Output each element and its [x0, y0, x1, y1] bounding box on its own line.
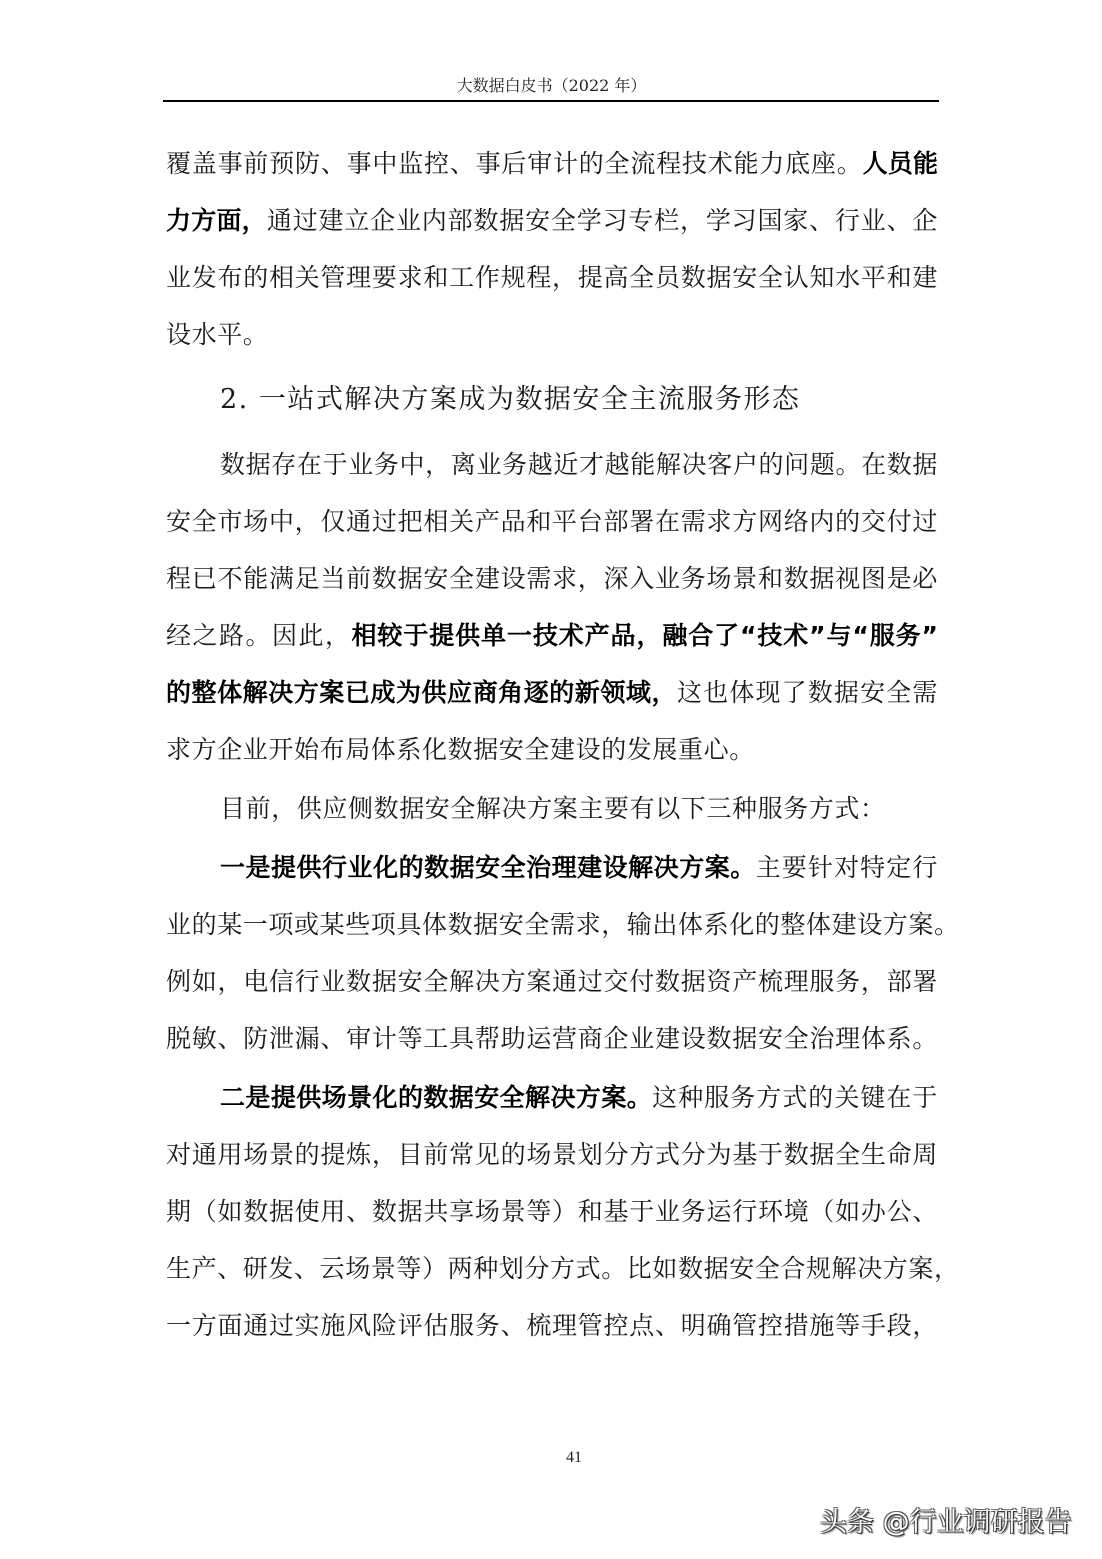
paragraph-line: 程已不能满足当前数据安全建设需求，深入业务场景和数据视图是必 [166, 564, 938, 593]
paragraph-line: 期（如数据使用、数据共享场景等）和基于业务运行环境（如办公、 [166, 1197, 938, 1226]
paragraph-line: 安全市场中，仅通过把相关产品和平台部署在需求方网络内的交付过 [166, 507, 938, 536]
header-rule [163, 100, 939, 102]
bold-text: 相较于提供单一技术产品，融合了“技术”与“服务” [351, 621, 938, 650]
bold-text: 二是提供场景化的数据安全解决方案。 [220, 1083, 653, 1112]
bold-text: 一是提供行业化的数据安全治理建设解决方案。 [220, 853, 756, 882]
paragraph-line: 目前，供应侧数据安全解决方案主要有以下三种服务方式： [220, 794, 886, 823]
body-text: 主要针对特定行 [755, 853, 938, 882]
paragraph-line: 对通用场景的提炼，目前常见的场景划分方式分为基于数据全生命周 [166, 1140, 938, 1169]
paragraph-line [166, 148, 938, 180]
paragraph-line: 脱敏、防泄漏、审计等工具帮助运营商企业建设数据安全治理体系。 [166, 1024, 938, 1053]
body-text: 覆盖事前预防、事中监控、事后审计的全流程技术能力底座。 [166, 149, 863, 178]
paragraph-line [166, 620, 938, 652]
paragraph-line: 一方面通过实施风险评估服务、梳理管控点、明确管控措施等手段， [166, 1311, 938, 1340]
paragraph-line: 业的某一项或某些项具体数据安全需求，输出体系化的整体建设方案。 [166, 910, 960, 939]
paragraph-line: 数据存在于业务中，离业务越近才越能解决客户的问题。在数据 [220, 450, 938, 479]
paragraph-line [220, 1082, 938, 1114]
page-number: 41 [566, 1449, 582, 1466]
paragraph-line: 例如，电信行业数据安全解决方案通过交付数据资产梳理服务，部署 [166, 967, 938, 996]
body-text: 这种服务方式的关键在于 [652, 1083, 938, 1112]
bold-text: 力方面， [166, 206, 267, 235]
body-text: 这也体现了数据安全需 [677, 678, 938, 707]
body-text: 经之路。因此， [166, 621, 352, 650]
paragraph-line [166, 205, 938, 237]
paragraph-line: 生产、研发、云场景等）两种划分方式。比如数据安全合规解决方案， [166, 1254, 960, 1283]
paragraph-line: 求方企业开始布局体系化数据安全建设的发展重心。 [166, 735, 755, 764]
bold-text: 的整体解决方案已成为供应商角逐的新领域， [166, 678, 678, 707]
section-heading: 2. 一站式解决方案成为数据安全主流服务形态 [220, 384, 801, 415]
body-text: 通过建立企业内部数据安全学习专栏，学习国家、行业、企 [266, 206, 938, 235]
source-watermark: 头条 @行业调研报告 [820, 1507, 1072, 1538]
paragraph-line: 业发布的相关管理要求和工作规程，提高全员数据安全认知水平和建 [166, 263, 938, 292]
paragraph-line [166, 677, 938, 709]
paragraph-line [220, 852, 938, 884]
running-header: 大数据白皮书（2022 年） [456, 76, 647, 95]
paragraph-line: 设水平。 [166, 320, 269, 349]
bold-text: 人员能 [862, 149, 938, 178]
